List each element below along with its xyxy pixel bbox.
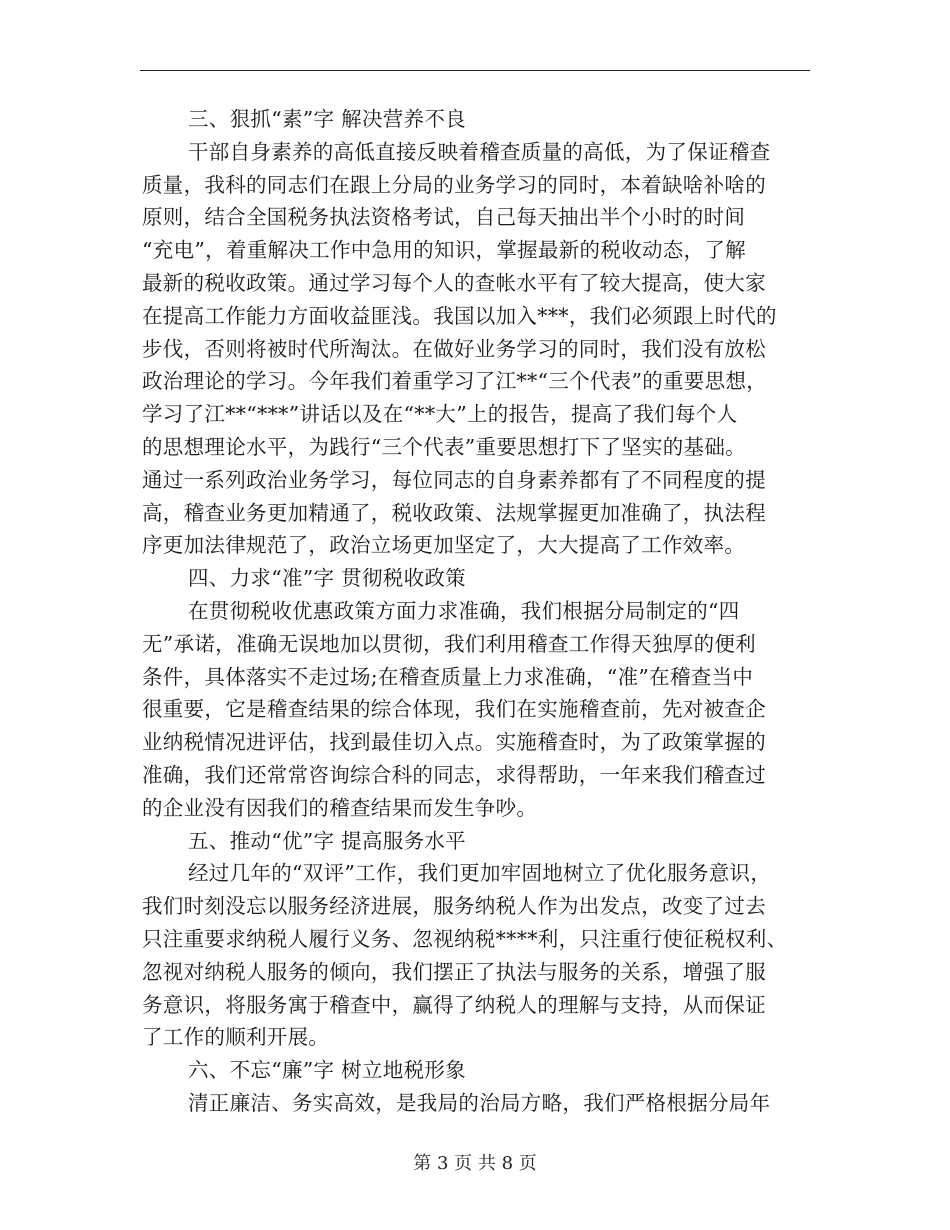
paragraph-line: 在贯彻税收优惠政策方面力求准确，我们根据分局制定的“四 (188, 598, 740, 623)
paragraph-line: 学习了江**“***”讲话以及在“**大”上的报告，提高了我们每个人 (142, 402, 738, 427)
paragraph-line: “充电”，着重解决工作中急用的知识，掌握最新的税收动态，了解 (142, 238, 746, 263)
document-body (142, 103, 810, 1120)
section-heading: 三、狠抓“素”字 解决营养不良 (188, 107, 466, 131)
paragraph-line: 经过几年的“双评”工作，我们更加牢固地树立了优化服务意识， (188, 861, 772, 886)
paragraph-line: 干部自身素养的高低直接反映着稽查质量的高低，为了保证稽查 (188, 139, 771, 164)
paragraph-line: 在提高工作能力方面收益匪浅。我国以加入***，我们必须跟上时代的 (142, 303, 777, 328)
paragraph-line: 只注重要求纳税人履行义务、忽视纳税****利，只注重行使征税权利、 (142, 926, 788, 951)
paragraph-line: 准确，我们还常常咨询综合科的同志，求得帮助，一年来我们稽查过 (142, 762, 766, 787)
paragraph-line: 条件，具体落实不走过场;在稽查质量上力求准确，“准”在稽查当中 (142, 664, 754, 689)
paragraph-line: 无”承诺，准确无误地加以贯彻，我们利用稽查工作得天独厚的便利 (142, 631, 756, 656)
section-heading: 六、不忘“廉”字 树立地税形象 (188, 1058, 466, 1083)
section-heading: 四、力求“准”字 贯彻税收政策 (188, 566, 466, 591)
paragraph-line: 序更加法律规范了，政治立场更加坚定了，大大提高了工作效率。 (142, 533, 746, 558)
header-rule (140, 70, 810, 71)
paragraph-line: 高，稽查业务更加精通了，税收政策、法规掌握更加准确了，执法程 (142, 500, 766, 525)
paragraph-line: 很重要，它是稽查结果的综合体现，我们在实施稽查前，先对被查企 (142, 697, 766, 722)
paragraph-line: 政治理论的学习。今年我们着重学习了江**“三个代表”的重要思想， (142, 369, 768, 394)
paragraph-line: 我们时刻没忘以服务经济进展，服务纳税人作为出发点，改变了过去 (142, 894, 766, 919)
paragraph-line: 的思想理论水平，为践行“三个代表”重要思想打下了坚实的基础。 (142, 434, 746, 459)
paragraph-line: 了工作的顺利开展。 (142, 1025, 330, 1050)
paragraph-line: 步伐，否则将被时代所淘汰。在做好业务学习的同时，我们没有放松 (142, 336, 766, 361)
paragraph-line: 质量，我科的同志们在跟上分局的业务学习的同时，本着缺啥补啥的 (142, 172, 766, 197)
paragraph-line: 务意识，将服务寓于稽查中，赢得了纳税人的理解与支持，从而保证 (142, 992, 766, 1017)
paragraph-line: 通过一系列政治业务学习，每位同志的自身素养都有了不同程度的提 (142, 467, 766, 492)
paragraph-line: 最新的税收政策。通过学习每个人的查帐水平有了较大提高，使大家 (142, 270, 766, 295)
section-heading: 五、推动“优”字 提高服务水平 (188, 828, 466, 853)
page-number: 第 3 页 共 8 页 (413, 1153, 537, 1174)
paragraph-line: 的企业没有因我们的稽查结果而发生争吵。 (142, 795, 538, 820)
paragraph-line: 忽视对纳税人服务的倾向，我们摆正了执法与服务的关系，增强了服 (142, 959, 766, 984)
paragraph-line: 清正廉洁、务实高效，是我局的治局方略，我们严格根据分局年 (188, 1090, 771, 1115)
paragraph-line: 业纳税情况进评估，找到最佳切入点。实施稽查时，为了政策掌握的 (142, 730, 766, 755)
paragraph-line: 原则，结合全国税务执法资格考试，自己每天抽出半个小时的时间 (142, 205, 746, 230)
